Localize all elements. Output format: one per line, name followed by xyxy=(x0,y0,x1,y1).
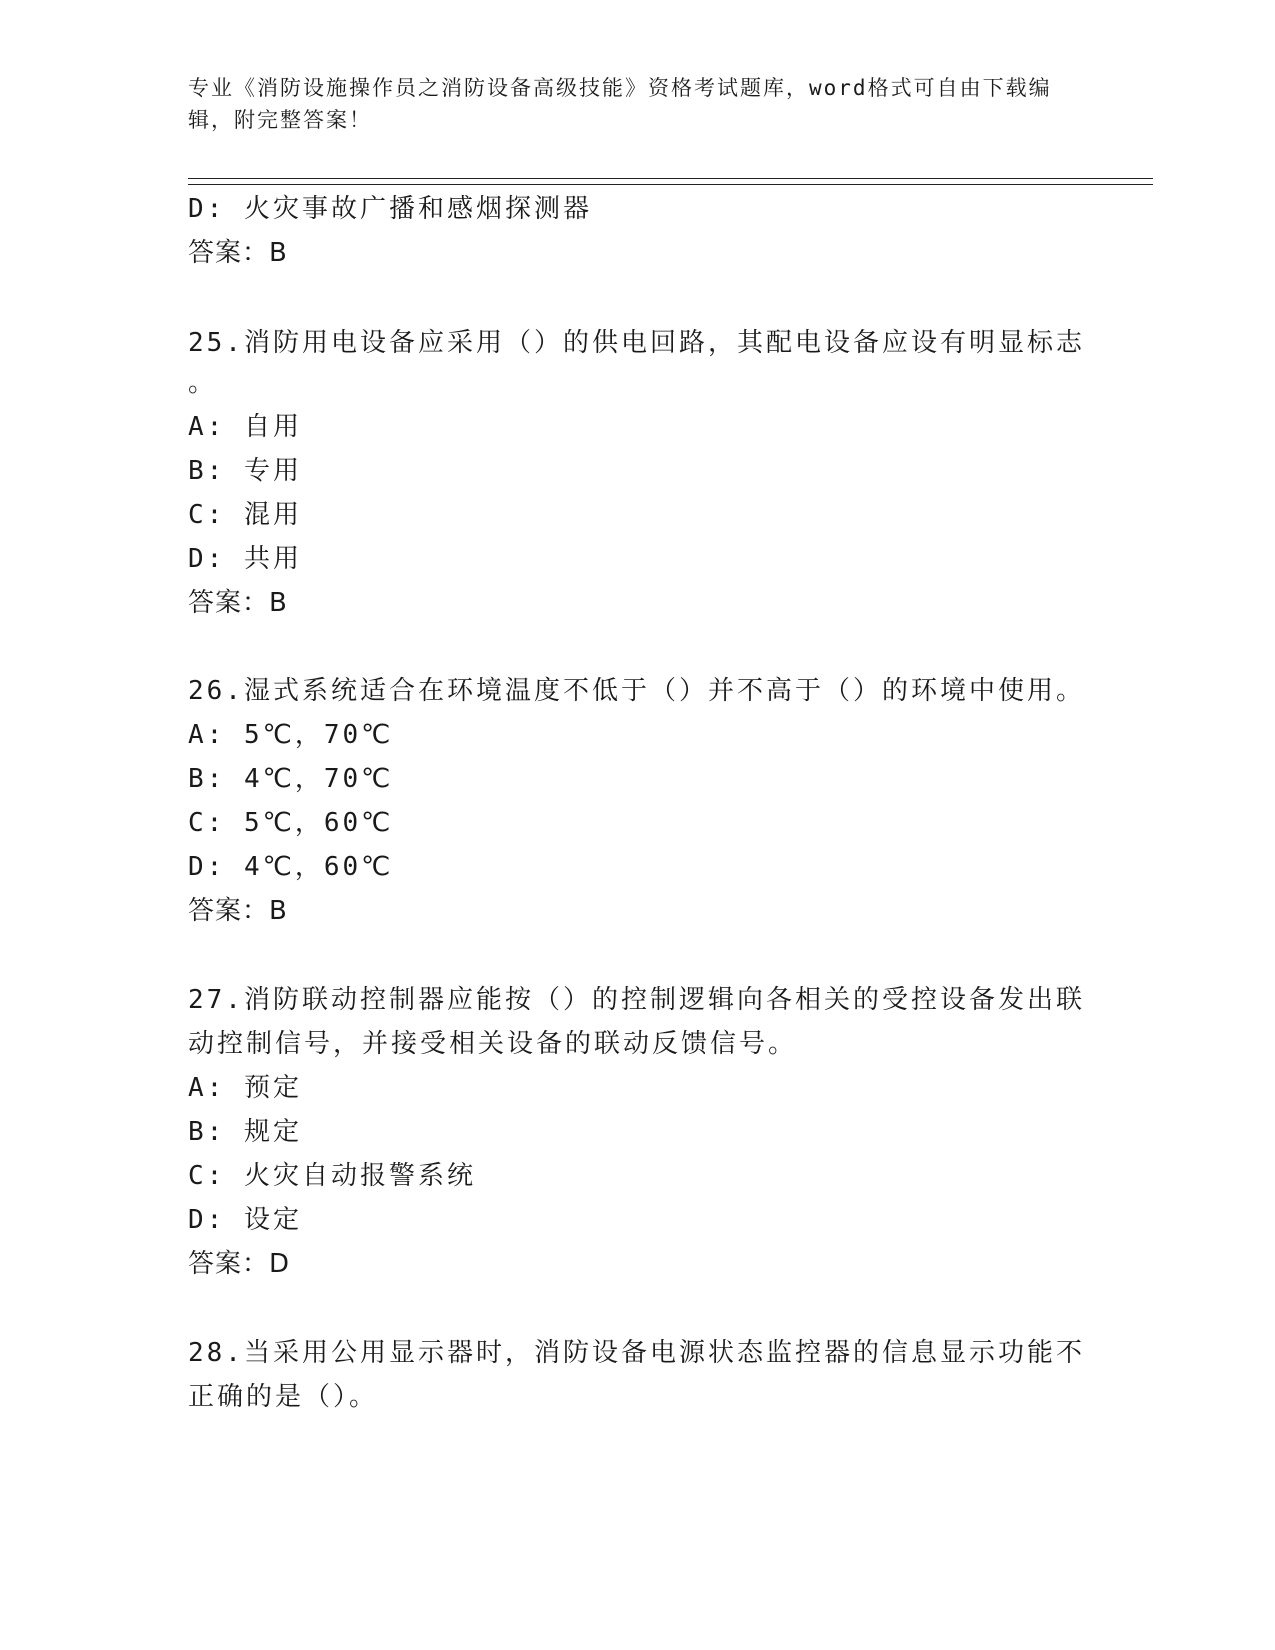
q25-stem-line2: 。 xyxy=(188,368,218,398)
document-header: 专业《消防设施操作员之消防设备高级技能》资格考试题库，word格式可自由下载编辑，附完整答案！ xyxy=(188,76,1052,132)
prev-answer: 答案：B xyxy=(188,238,288,268)
q26-option-a: A: 5℃，70℃ xyxy=(188,720,394,750)
q28-stem-line1: 28.当采用公用显示器时，消防设备电源状态监控器的信息显示功能不 xyxy=(188,1338,1085,1368)
q25-option-a: A: 自用 xyxy=(188,412,302,442)
q27-stem-line1: 27.消防联动控制器应能按（）的控制逻辑向各相关的受控设备发出联 xyxy=(188,985,1085,1015)
q25-stem-line1: 25.消防用电设备应采用（）的供电回路，其配电设备应设有明显标志 xyxy=(188,328,1085,358)
q26-option-c: C: 5℃，60℃ xyxy=(188,808,394,838)
q25-option-d: D: 共用 xyxy=(188,544,302,574)
q28-stem-line2: 正确的是（）。 xyxy=(188,1382,379,1412)
q26-option-d: D: 4℃，60℃ xyxy=(188,852,394,882)
prev-option-d: D: 火灾事故广播和感烟探测器 xyxy=(188,194,592,224)
q26-answer: 答案：B xyxy=(188,896,288,926)
q27-answer: 答案：D xyxy=(188,1249,291,1279)
q27-option-d: D: 设定 xyxy=(188,1205,302,1235)
q27-stem-line2: 动控制信号，并接受相关设备的联动反馈信号。 xyxy=(188,1029,798,1059)
q25-option-c: C: 混用 xyxy=(188,500,302,530)
q25-option-b: B: 专用 xyxy=(188,456,302,486)
q27-option-b: B: 规定 xyxy=(188,1117,302,1147)
q27-option-a: A: 预定 xyxy=(188,1073,302,1103)
q27-option-c: C: 火灾自动报警系统 xyxy=(188,1161,476,1191)
q26-stem-line1: 26.湿式系统适合在环境温度不低于（）并不高于（）的环境中使用。 xyxy=(188,676,1085,706)
header-divider-secondary xyxy=(188,184,1153,185)
q25-answer: 答案：B xyxy=(188,588,288,618)
q26-option-b: B: 4℃，70℃ xyxy=(188,764,394,794)
header-divider xyxy=(188,178,1153,179)
